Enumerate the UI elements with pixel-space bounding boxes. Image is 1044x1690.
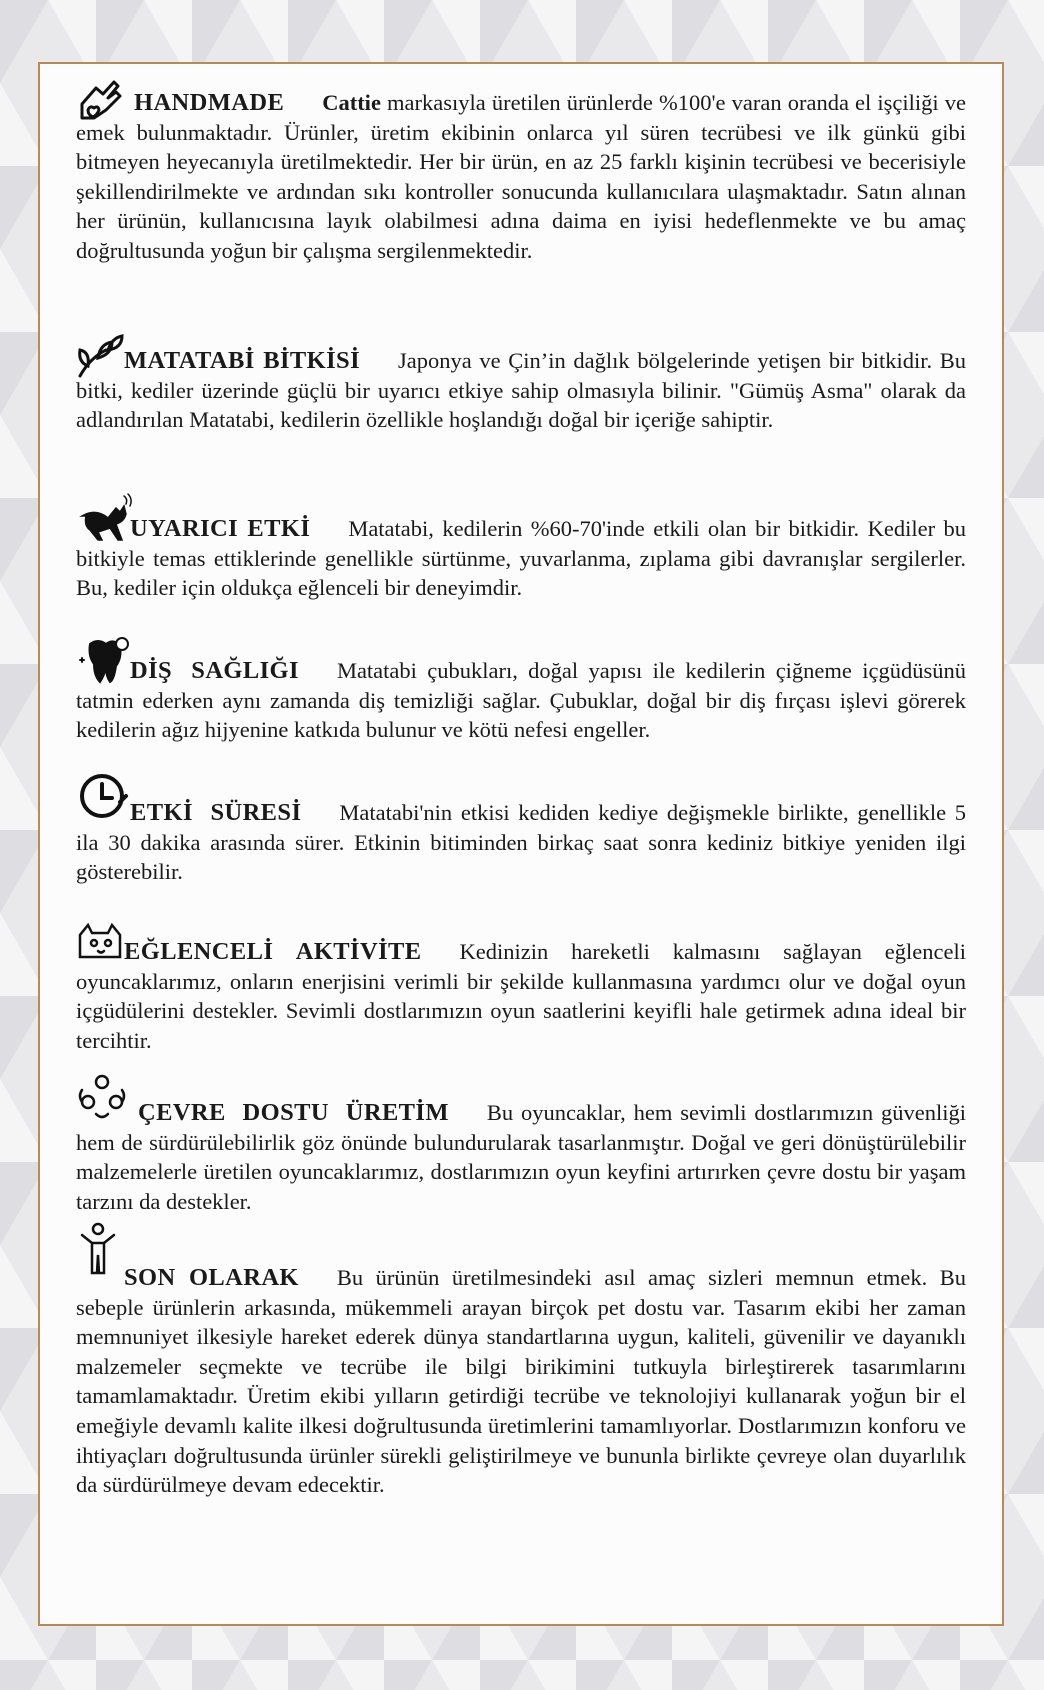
section-heading: UYARICI ETKİ xyxy=(130,515,311,542)
section-heading: DİŞ SAĞLIĞI xyxy=(130,657,299,684)
tooth-paw-icon xyxy=(76,634,132,684)
section-heading: HANDMADE xyxy=(134,89,285,116)
plant-leaves-icon xyxy=(76,330,126,380)
section-text: Bu ürünün üretilmesindeki asıl amaç sizleri memnun etmek. Bu sebeple ürünlerin arkasında, mükemmeli arayan birçok pet dostu var. Tasarım ekibi her zaman memnuniyet ilkesiyle hareket ederek dünya standartlarına uygun, kaliteli, güvenilir ve dayanıklı malzemeler seçmekte ve tecrübe ile bilgi birikimini tutkuyla birleştirerek tasarımlarını tamamlamaktadır. Üretim ekibi yılların getirdiği tecrübe ve teknolojiyi kullanarak yoğun bir el emeğiyle devamlı kalite ilkesi doğrultusunda üretimlerini tamamlıyorlar. Dostlarımızın konforu ve ihtiyaçları doğrultusunda ürünler sürekli geliştirilmeye ve bununla birlikte çevreye olan duyarlılık da sürdürülmeye devam edecektir. xyxy=(76,1265,966,1498)
section-text: Matatabi'nin etkisi kediden kediye değişmekle birlikte, genellikle 5 ila 30 dakika arasında sürer. Etkinin bitiminden birkaç saat sonra kediniz bitkiye yeniden ilgi gösterebilir. xyxy=(76,800,967,885)
cat-silhouette-icon xyxy=(76,492,132,542)
brand-name: Cattie xyxy=(322,90,381,115)
section-heading: SON OLARAK xyxy=(124,1264,299,1291)
section-text: Japonya ve Çin’in dağlık bölgelerinde yetişen bir bitkidir. Bu bitki, kediler üzerinde güçlü bir uyarıcı etkiye sahip olmasıyla bilinir. "Gümüş Asma" olarak da adlandırılan Matatabi, kedilerin özellikle hoşlandığı doğal bir içeriğe sahiptir. xyxy=(76,348,967,433)
section-text: Matatabi çubukları, doğal yapısı ile kedilerin çiğneme içgüdüsünü tatmin ederken aynı zamanda diş temizliği sağlar. Çubuklar, doğal bir diş fırçası işlevi görerek kedilerin ağız hijyenine katkıda bulunur ve kötü nefesi engeller. xyxy=(76,658,966,743)
section-text: Bu oyuncaklar, hem sevimli dostlarımızın güvenliği hem de sürdürülebilirlik göz önünde bulundurularak tasarlanmıştır. Doğal ve geri dönüştürülebilir malzemelerle üretilen oyuncaklarımız, dostlarımızın oyun keyfini artırırken çevre dostu bir yaşam tarzını da destekler. xyxy=(76,1100,966,1214)
section-text: markasıyla üretilen ürünlerde %100'e varan oranda el işçiliği ve emek bulunmaktadır. Ürünler, üretim ekibinin onlarca yıl süren tecrübesi ve ilk günkü gibi bitmeyen heyecanıyla üretilmektedir. Her bir ürün, en az 25 farklı kişinin tecrübesi ve becerisiyle şekillendirilmekte ve ardından sıkı kontroller sonucunda kullanıcılara ulaşmaktadır. Satın alınan her ürünün, kullanıcısına layık olabilmesi adına daima en iyisi hedeflenmekte ve bu amaç doğrultusunda yoğun bir çalışma sergilenmektedir. xyxy=(76,90,966,263)
section-son-olarak xyxy=(76,1263,966,1500)
section-heading: EĞLENCELİ AKTİVİTE xyxy=(124,938,422,965)
handmade-hand-icon xyxy=(76,74,126,122)
playing-cat-icon xyxy=(76,921,126,963)
section-matatabi xyxy=(76,346,966,435)
section-handmade xyxy=(76,88,966,266)
section-heading: ÇEVRE DOSTU ÜRETİM xyxy=(138,1099,449,1126)
person-icon xyxy=(76,1221,120,1277)
section-text: Kedinizin hareketli kalmasını sağlayan eğlenceli oyuncaklarımız, onların enerjisini verimli bir şekilde kullanmasına yardımcı olur ve doğal oyun içgüdülerini destekler. Sevimli dostlarımızın oyun saatlerini keyifli hale getirmek adına ideal bir tercihtir. xyxy=(76,939,966,1053)
eco-recycle-icon xyxy=(76,1072,128,1122)
section-cevre-dostu xyxy=(76,1098,966,1216)
section-dis-sagligi xyxy=(76,656,966,745)
section-uyarici xyxy=(76,514,966,603)
section-heading: ETKİ SÜRESİ xyxy=(130,799,302,826)
section-eglenceli xyxy=(76,937,966,1055)
clock-icon xyxy=(76,770,132,824)
section-etki-suresi xyxy=(76,798,966,887)
section-text: Matatabi, kedilerin %60-70'inde etkili olan bir bitkidir. Kediler bu bitkiyle temas ettiklerinde genellikle sürtünme, yuvarlanma, zıplama gibi davranışlar sergilerler. Bu, kediler için oldukça eğlenceli bir deneyimdir. xyxy=(76,516,967,601)
section-heading: MATATABİ BİTKİSİ xyxy=(124,347,361,374)
